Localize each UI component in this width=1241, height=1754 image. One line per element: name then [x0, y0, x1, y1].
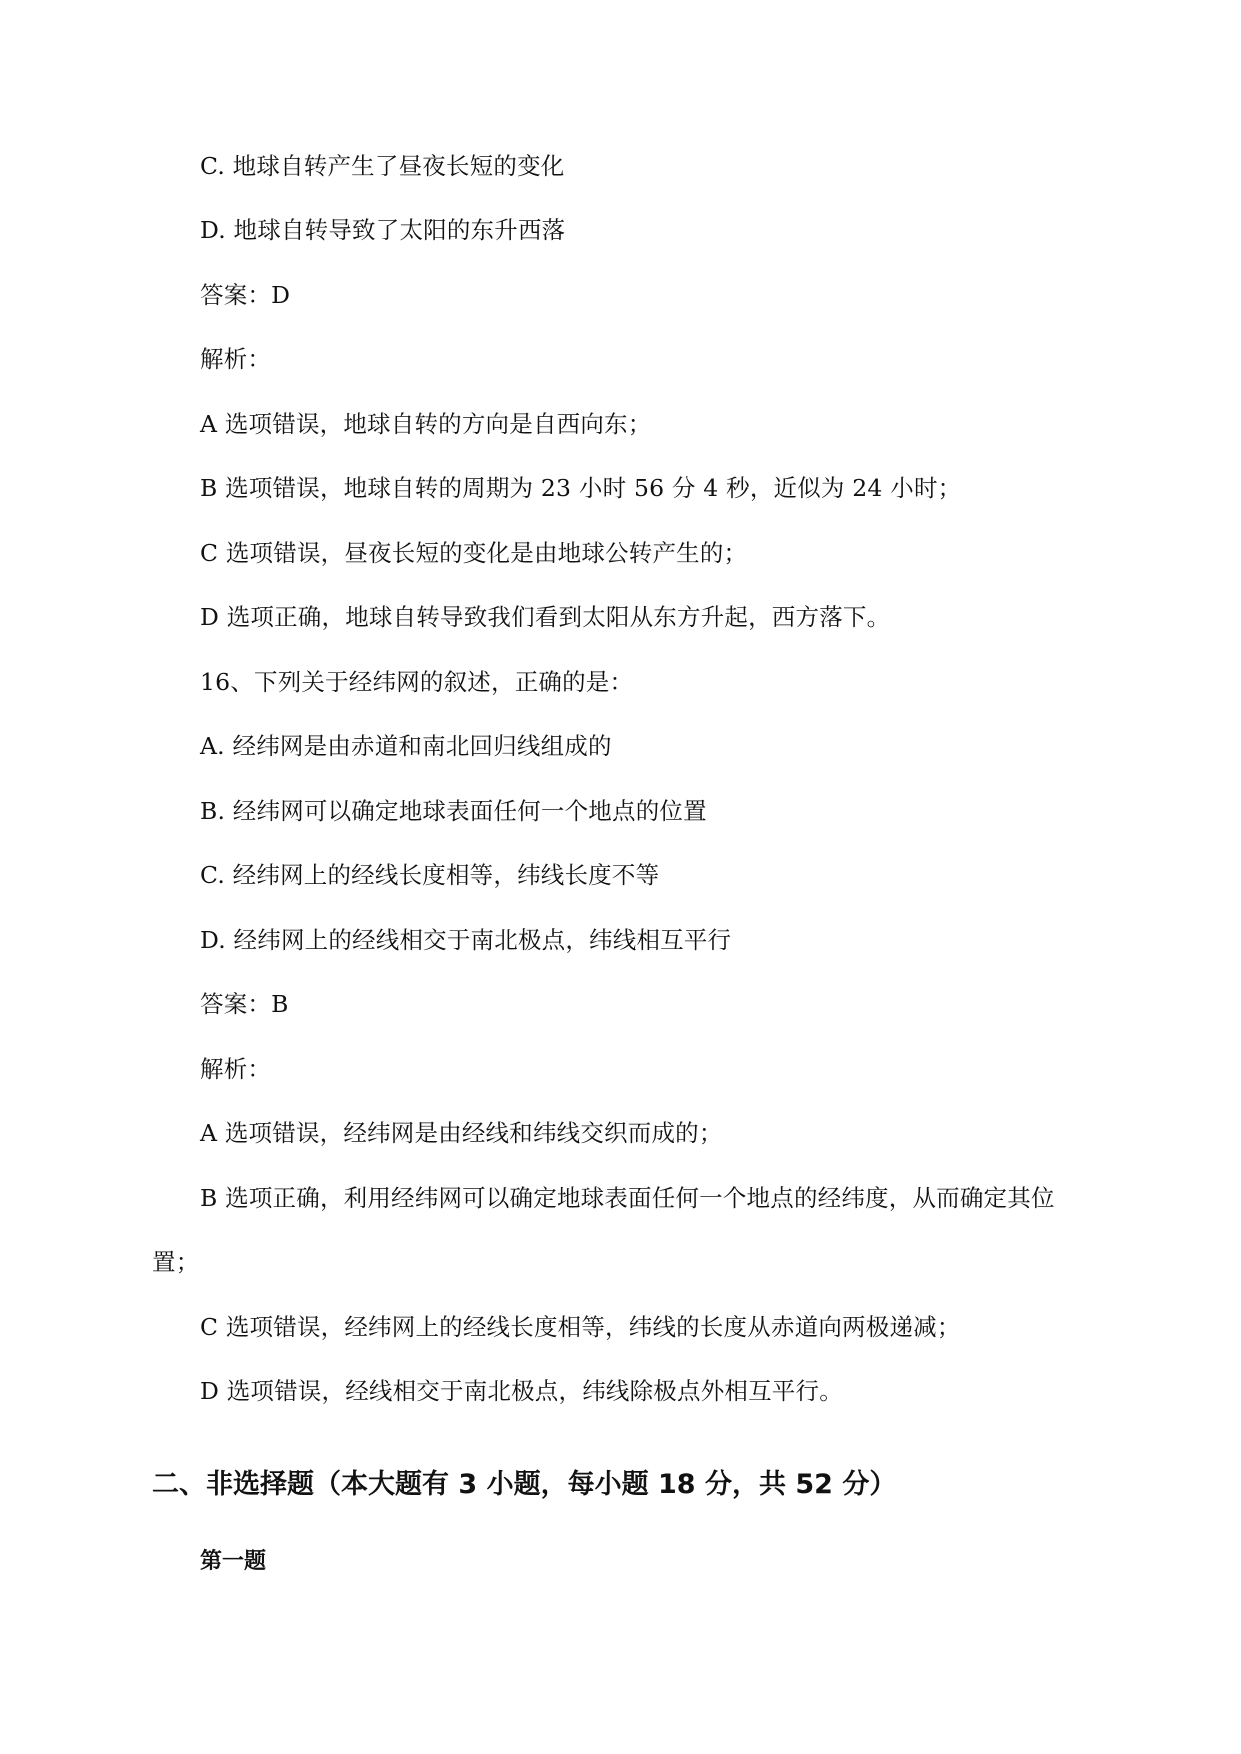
- q15-analysis-a: A 选项错误，地球自转的方向是自西向东；: [200, 410, 652, 438]
- q16-analysis-b-line1: B 选项正确，利用经纬网可以确定地球表面任何一个地点的经纬度，从而确定其位: [200, 1184, 1055, 1212]
- q16-option-c: C. 经纬网上的经线长度相等，纬线长度不等: [200, 861, 660, 889]
- section-title: 二、非选择题（本大题有 3 小题，每小题 18 分，共 52 分）: [152, 1469, 897, 1500]
- first-question-label: 第一题: [200, 1549, 267, 1574]
- q15-option-d: D. 地球自转导致了太阳的东升西落: [200, 216, 566, 244]
- q16-analysis-d: D 选项错误，经线相交于南北极点，纬线除极点外相互平行。: [200, 1377, 843, 1405]
- q15-analysis-label: 解析：: [200, 345, 272, 373]
- q16-option-a: A. 经纬网是由赤道和南北回归线组成的: [200, 732, 612, 760]
- q16-analysis-a: A 选项错误，经纬网是由经线和纬线交织而成的；: [200, 1119, 723, 1147]
- q16-analysis-c: C 选项错误，经纬网上的经线长度相等，纬线的长度从赤道向两极递减；: [200, 1313, 961, 1341]
- q15-answer: 答案：D: [200, 281, 291, 309]
- q15-option-c: C. 地球自转产生了昼夜长短的变化: [200, 152, 565, 180]
- q15-analysis-c: C 选项错误，昼夜长短的变化是由地球公转产生的；: [200, 539, 748, 567]
- q15-analysis-d: D 选项正确，地球自转导致我们看到太阳从东方升起，西方落下。: [200, 603, 891, 631]
- q16-option-d: D. 经纬网上的经线相交于南北极点，纬线相互平行: [200, 926, 732, 954]
- q16-stem: 16、下列关于经纬网的叙述，正确的是：: [200, 668, 634, 696]
- q16-analysis-label: 解析：: [200, 1055, 272, 1083]
- q16-answer: 答案：B: [200, 990, 289, 1018]
- q15-analysis-b: B 选项错误，地球自转的周期为 23 小时 56 分 4 秒，近似为 24 小时；: [200, 474, 962, 502]
- q16-option-b: B. 经纬网可以确定地球表面任何一个地点的位置: [200, 797, 707, 825]
- q16-analysis-b-line2: 置；: [152, 1248, 200, 1276]
